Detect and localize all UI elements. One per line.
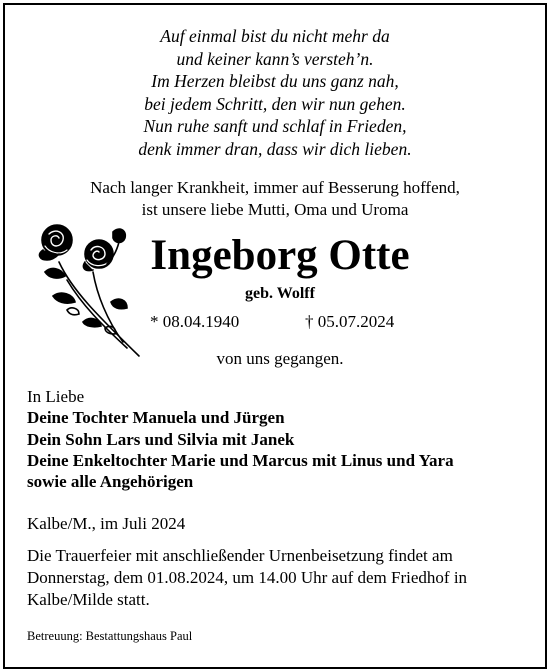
mourner-line: Dein Sohn Lars und Silvia mit Janek [27,429,295,449]
service-info [27,545,529,611]
poem-line: Nun ruhe sanft und schlaf in Frieden, [143,116,407,136]
mourner-line: sowie alle Angehörigen [27,472,194,492]
death-date: † 05.07.2024 [305,312,395,331]
poem-line: Im Herzen bleibst du uns ganz nah, [151,71,399,91]
mourner-line: Deine Enkeltochter Marie und Marcus mit Linus und Yara [27,450,454,470]
rose-icon [27,210,147,360]
passed-text: von uns gegangen. [216,349,344,368]
poem-line: bei jedem Schritt, den wir nun gehen. [144,93,406,114]
funeral-home-credit: Betreuung: Bestattungshaus Paul [27,629,193,643]
mourners-heading: In Liebe [27,387,85,406]
intro-line: ist unsere liebe Mutti, Oma und Uroma [141,200,409,219]
intro-line: Nach langer Krankheit, immer auf Besserung hoffend, [90,178,460,197]
mourners-list [27,386,454,492]
birth-date: * 08.04.1940 [150,312,240,331]
poem-line: und keiner kann’s versteh’n. [176,48,374,69]
obituary-notice [3,3,547,669]
maiden-name: geb. Wolff [245,285,315,302]
service-line: Kalbe/Milde statt. [27,590,150,609]
service-line: Die Trauerfeier mit anschließender Urnenbeisetzung findet am [27,546,453,565]
service-line: Donnerstag, dem 01.08.2024, um 14.00 Uhr auf dem Friedhof in [27,568,468,587]
poem [5,25,545,160]
poem-line: denk immer dran, dass wir dich lieben. [138,138,412,159]
place-date: Kalbe/M., im Juli 2024 [27,514,186,533]
deceased-name: Ingeborg Otte [150,232,410,279]
mourner-line: Deine Tochter Manuela und Jürgen [27,408,285,428]
poem-line: Auf einmal bist du nicht mehr da [160,26,390,46]
